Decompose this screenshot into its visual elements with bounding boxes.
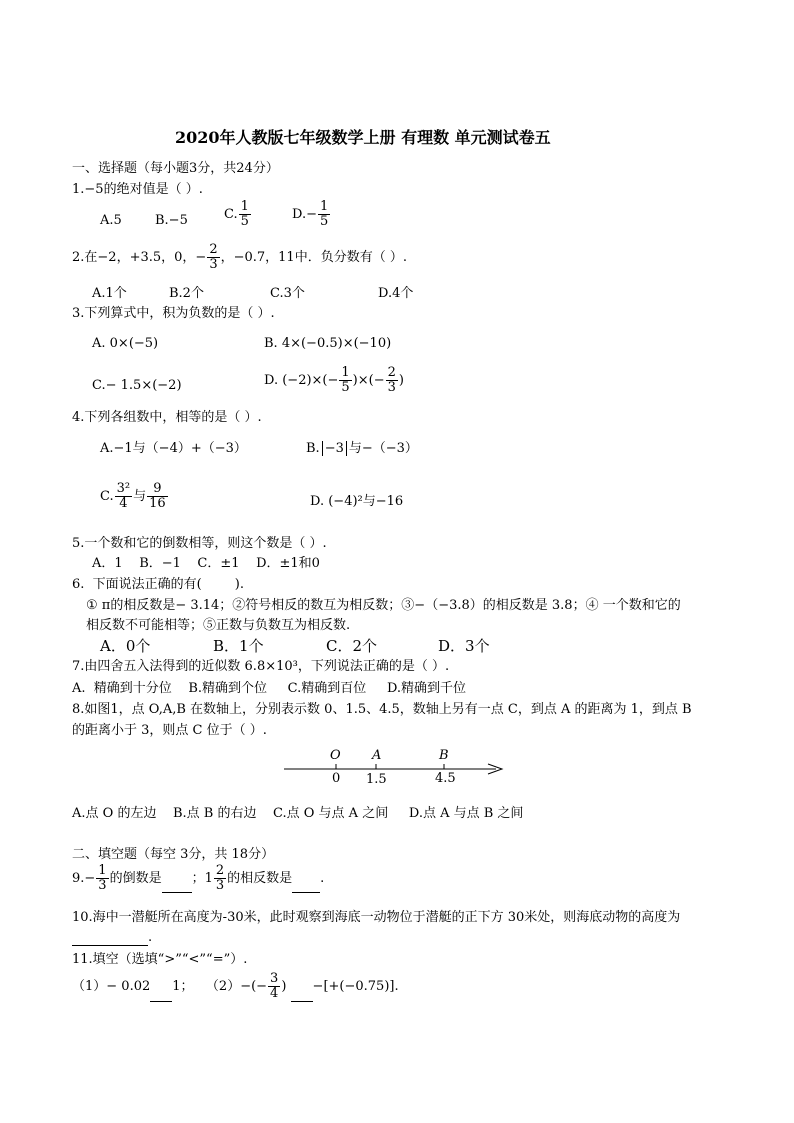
number-line-svg: [280, 748, 510, 788]
fraction-denominator: 3: [387, 380, 396, 395]
page-title: 2020年人教版七年级数学上册 有理数 单元测试卷五: [175, 128, 551, 147]
q1-d-fraction: [318, 200, 330, 229]
q3-d-fraction1: [339, 366, 351, 395]
q1-option-a: A.5: [100, 213, 122, 228]
q3-d-mid: )×(−: [352, 373, 385, 388]
q11-stem: 11.填空（选填“>”“<”“=”）.: [72, 952, 248, 967]
fraction-numerator: 3: [270, 971, 279, 986]
fraction-numerator: 9: [147, 482, 168, 497]
fraction-denominator: 5: [240, 214, 249, 229]
fraction-numerator: 1: [98, 863, 107, 878]
q9-fraction2: [214, 864, 226, 893]
q3-stem: 3.下列算式中，积为负数的是（ ）.: [72, 306, 275, 321]
q3-d-pre: D. (−2)×(−: [264, 373, 339, 388]
fraction-denominator: 3: [215, 878, 225, 893]
fraction-denominator: 3: [209, 257, 218, 272]
q4-option-d: D. (−4)²与−16: [310, 494, 404, 509]
fraction-numerator: 1: [319, 199, 329, 214]
q8-line2: 的距离小于 3，则点 C 位于（ ）.: [72, 723, 267, 738]
fraction-denominator: 3: [98, 878, 107, 893]
q11-answer-blank-1[interactable]: [150, 989, 172, 1002]
q6-option-a: A．0个: [100, 637, 151, 655]
q4-c-fraction1: [115, 482, 132, 511]
q4-c-mid: 与: [133, 489, 147, 504]
q6-stem: 6. 下面说法正确的有( ).: [72, 577, 245, 592]
q9-end: .: [320, 871, 325, 886]
q11-part3: −[+(−0.75)].: [312, 979, 399, 994]
q9-answer-blank-1[interactable]: [162, 880, 192, 893]
q6-option-b: B．1个: [213, 637, 264, 655]
q4-b-absolute-value: −3: [322, 441, 347, 456]
q9-mid2: ；1: [191, 871, 213, 886]
q9-mid: 的倒数是: [109, 871, 162, 886]
q2-option-d: D.4个: [378, 286, 414, 301]
fraction-numerator: 2: [387, 365, 396, 380]
q3-option-a: A. 0×(−5): [92, 336, 159, 351]
q1-c-prefix: C.: [224, 207, 238, 222]
fraction-denominator: 4: [119, 496, 128, 511]
q7-options: A. 精确到十分位 B.精确到个位 C.精确到百位 D.精确到千位: [72, 681, 467, 696]
q3-option-c: C.− 1.5×(−2): [92, 378, 182, 393]
q1-c-fraction: [239, 200, 251, 229]
section1-header: 一、选择题（每小题3分，共24分）: [72, 161, 279, 176]
q10-line2: [72, 930, 152, 946]
point-b-label: B: [439, 748, 449, 763]
q6-line1: ① π的相反数是− 3.14；②符号相反的数互为相反数；③−（−3.8）的相反数是 3.8；④ 一个数和它的: [86, 598, 681, 613]
q4-stem: 4.下列各组数中，相等的是（ ）.: [72, 410, 262, 425]
fraction-denominator: 16: [149, 496, 166, 511]
q2-option-a: A.1个: [92, 286, 127, 301]
q1-stem: 1.−5的绝对值是（ ）.: [72, 182, 203, 197]
q6-option-c: C．2个: [326, 637, 378, 655]
point-b-value: 4.5: [435, 771, 456, 786]
fraction-numerator: 1: [240, 199, 249, 214]
fraction-numerator: 2: [215, 863, 225, 878]
q9: [72, 864, 324, 893]
q8-line1: 8.如图1，点 O,A,B 在数轴上，分别表示数 0、1.5、4.5，数轴上另有一点 C，到点 A 的距离为 1，到点 B: [72, 702, 692, 717]
q11-part1-end: 1； （2）−(−: [172, 979, 268, 994]
q9-post: 的相反数是: [227, 871, 293, 886]
q9-fraction1: [96, 864, 108, 893]
q11-fraction: [268, 972, 280, 1001]
q10-end: .: [148, 930, 153, 945]
q3-d-post: ): [398, 373, 404, 388]
q5-stem: 5.一个数和它的倒数相等，则这个数是（ ）.: [72, 536, 327, 551]
q2-stem-pre: 2.在−2，+3.5，0，−: [72, 250, 207, 265]
q1-option-c: [224, 200, 252, 229]
number-line-figure: [280, 748, 510, 788]
fraction-numerator: 1: [341, 365, 350, 380]
section2-header: 二、填空题（每空 3分，共 18分）: [72, 847, 275, 862]
q11-answer-blank-2[interactable]: [291, 989, 313, 1002]
q3-d-fraction2: [386, 366, 398, 395]
q1-option-d: [292, 200, 331, 229]
q4-c-fraction2: [147, 482, 168, 511]
q8-options: A.点 O 的左边 B.点 B 的右边 C.点 O 与点 A 之间 D.点 A 与点 B 之间: [72, 806, 524, 821]
q4-c-pre: C.: [100, 489, 114, 504]
q11-parts: [72, 972, 399, 1002]
q4-b-pre: B.: [306, 441, 320, 456]
q4-b-post: 与−（−3）: [348, 441, 418, 456]
fraction-denominator: 4: [270, 986, 279, 1001]
q1-option-b: B.−5: [155, 213, 188, 228]
q2-option-c: C.3个: [270, 286, 305, 301]
point-a-value: 1.5: [366, 772, 387, 787]
fraction-denominator: 5: [319, 214, 329, 229]
point-o-value: 0: [332, 771, 341, 786]
q6-line2: 相反数不可能相等；⑤正数与负数互为相反数.: [86, 618, 351, 633]
q2-stem: [72, 243, 407, 272]
q2-option-b: B.2个: [169, 286, 204, 301]
q4-option-a: A.−1与（−4）+（−3）: [100, 441, 247, 456]
fraction-numerator: 3²: [116, 481, 131, 496]
q5-options: A．1 B．−1 C．±1 D．±1和0: [92, 556, 320, 571]
point-a-label: A: [372, 748, 382, 763]
fraction-numerator: 2: [209, 242, 218, 257]
q6-option-d: D．3个: [438, 637, 490, 655]
q3-option-d: [264, 366, 404, 395]
point-o-label: O: [330, 748, 341, 763]
q2-stem-post: ，−0.7，11中．负分数有（ ）.: [220, 250, 407, 265]
q11-part2: ): [281, 979, 287, 994]
q7-stem: 7.由四舍五入法得到的近似数 6.8×10³，下列说法正确的是（ ）.: [72, 659, 450, 674]
q4-option-b: [306, 441, 418, 457]
q10-line1: 10.海中一潜艇所在高度为-30米，此时观察到海底一动物位于潜艇的正下方 30米处，则海底动物的高度为: [72, 910, 681, 925]
q9-answer-blank-2[interactable]: [292, 880, 320, 893]
q9-pre: 9.−: [72, 871, 96, 886]
fraction-denominator: 5: [341, 380, 350, 395]
q3-option-b: B. 4×(−0.5)×(−10): [264, 336, 392, 351]
q10-answer-blank[interactable]: [72, 933, 148, 946]
q1-d-prefix: D.−: [292, 207, 317, 222]
q2-fraction: [207, 243, 219, 272]
q11-part1: （1）− 0.02: [72, 979, 151, 994]
q4-option-c: [100, 482, 169, 511]
